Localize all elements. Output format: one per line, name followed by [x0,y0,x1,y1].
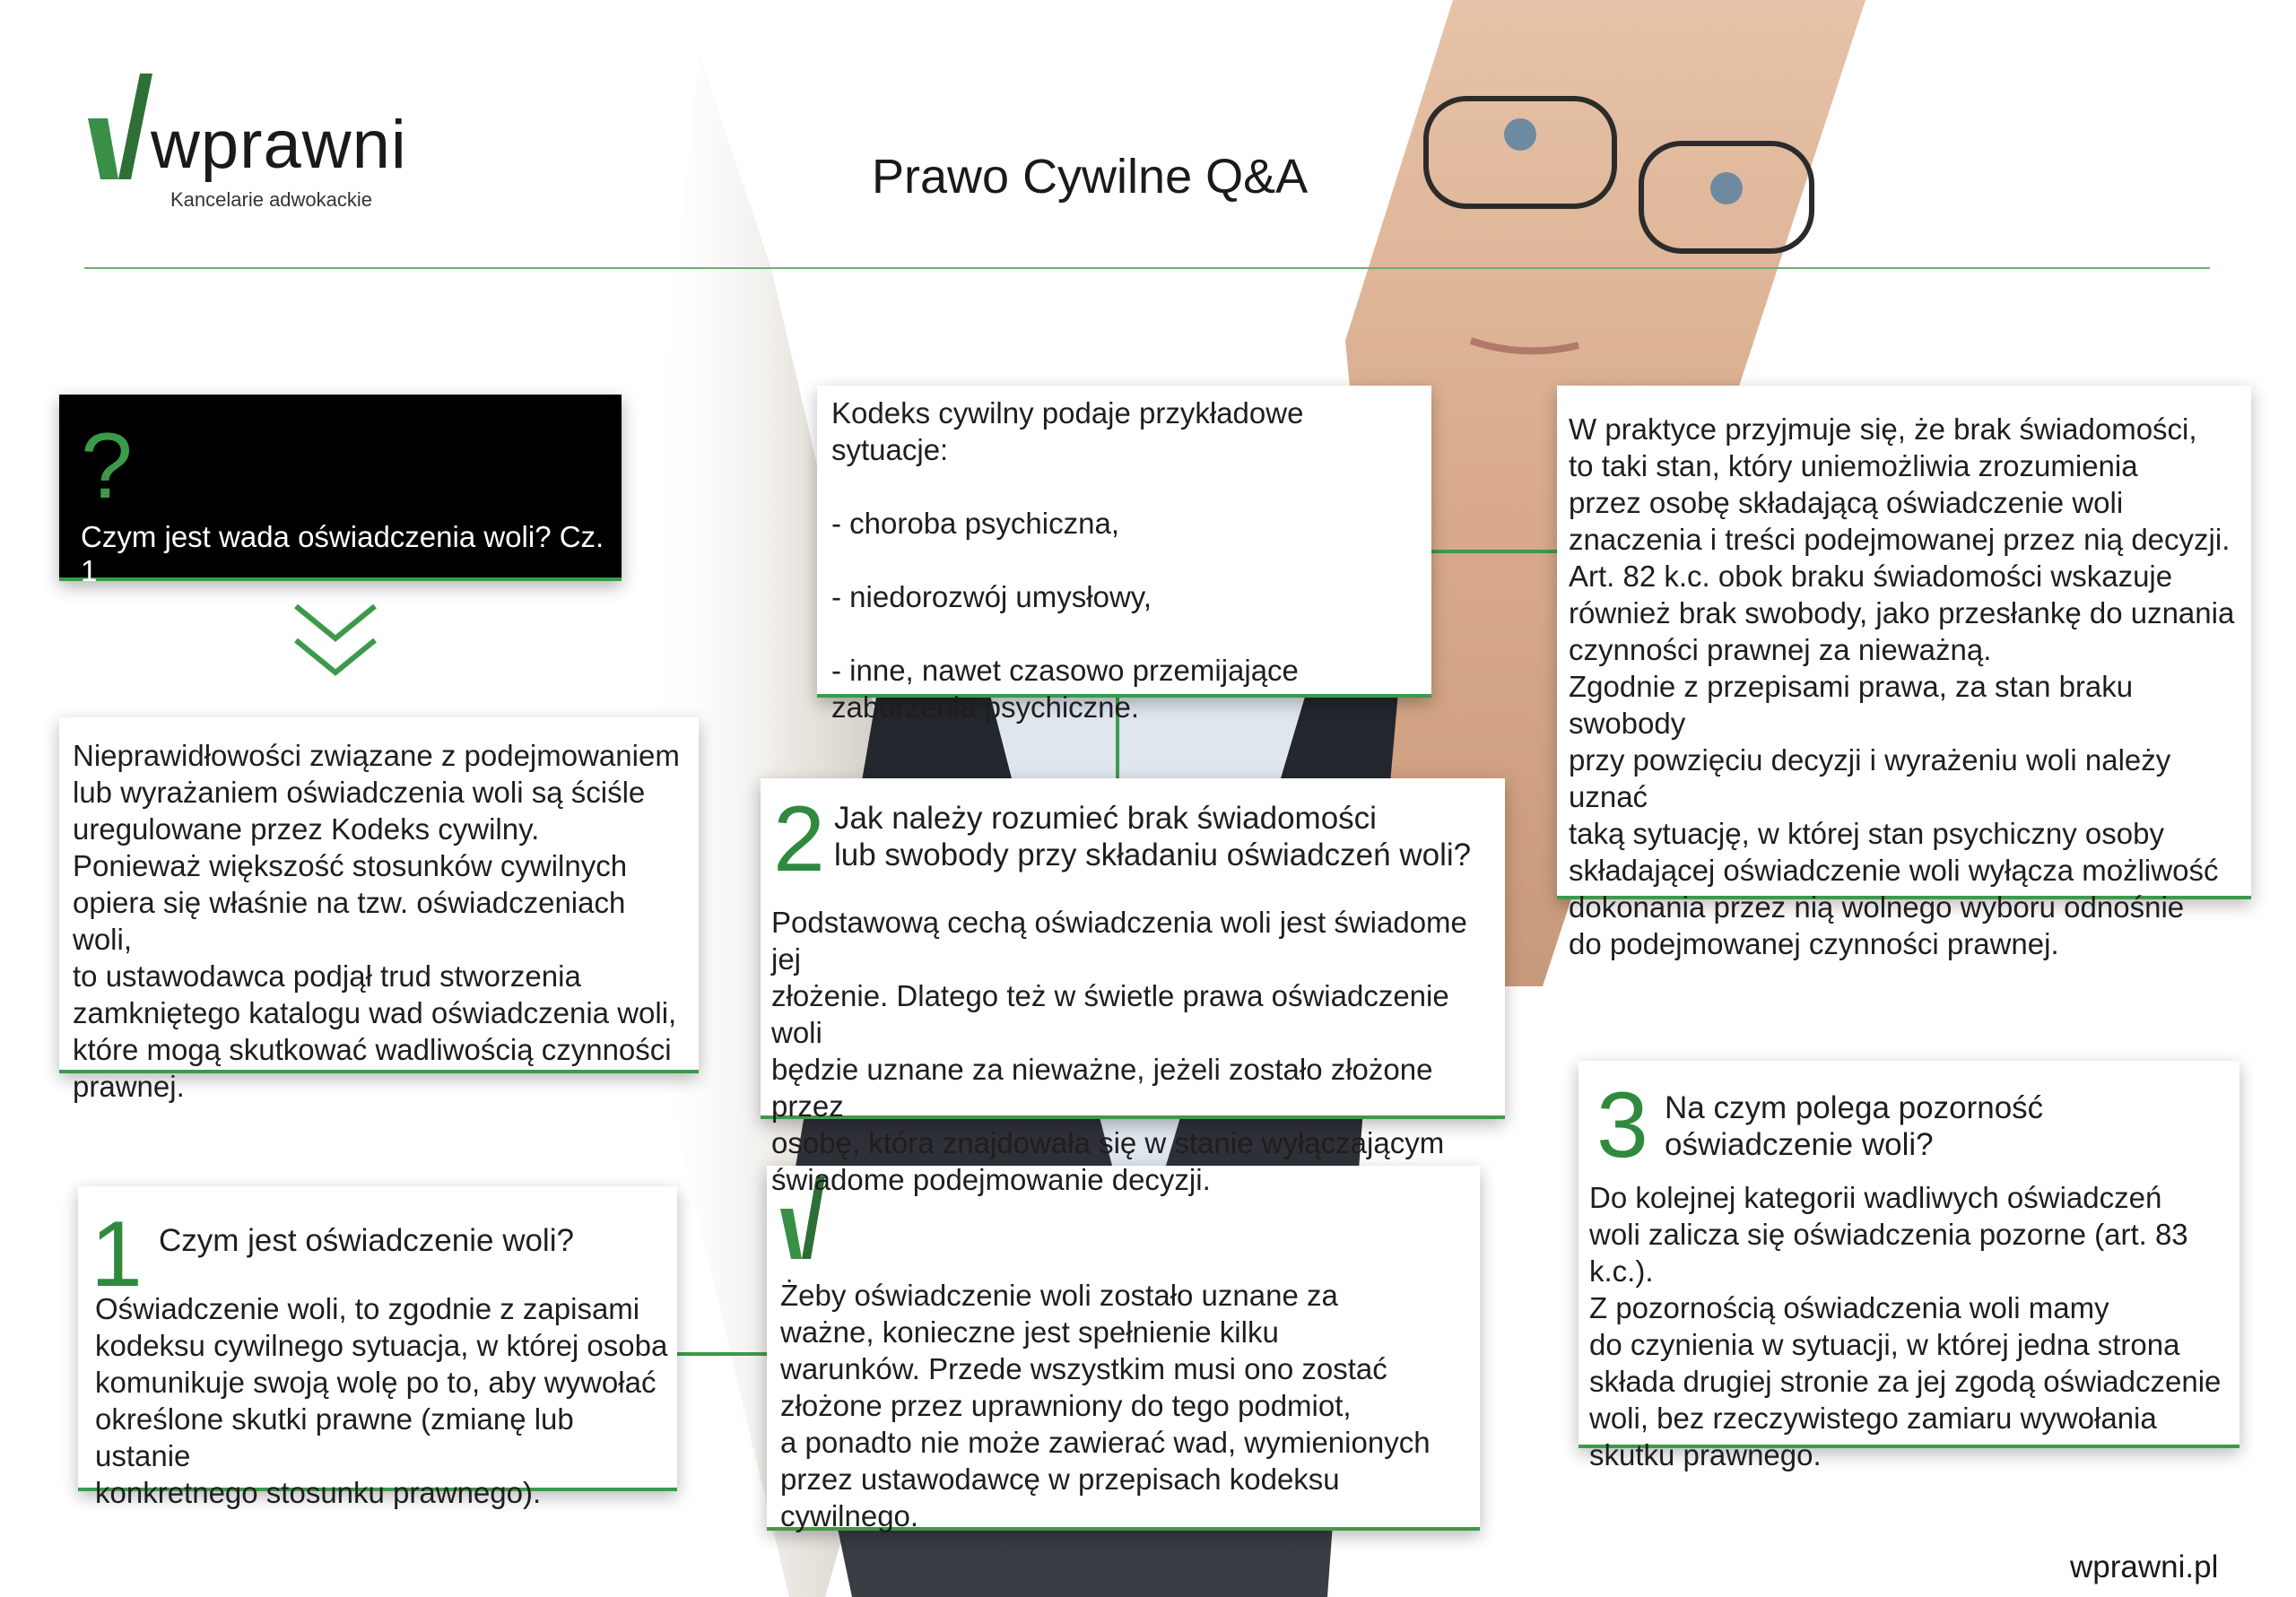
connector-line [674,1352,771,1356]
question-2-number: 2 [773,787,825,891]
page-title: Prawo Cywilne Q&A [872,150,1309,204]
practice-card [1557,386,2251,960]
question-3-number: 3 [1596,1073,1648,1177]
double-chevron-down-icon [292,603,378,681]
intro-text: Nieprawidłowości związane z podejmowaniem lub wyrażaniem oświadczenia woli są ściśle uregulowane przez Kodeks cywilny. Ponieważ większość stosunków cywilnych opiera się właśnie na tzw. oświadczeniach woli, to ustawodawca podjął trud stworzenia zamkniętego katalogu wad oświadczenia woli, które mogą skutkować wadliwością czynności prawnej. [73,739,680,1103]
validity-text: Żeby oświadczenie woli zostało uznane za ważne, konieczne jest spełnienie kilku warunków. Przede wszystkim musi ono zostać złożone przez uprawniony do tego podmiot, a ponadto nie może zawierać wad, wymienionych przez ustawodawcę w przepisach kodeksu cywilnego. [780,1279,1431,1532]
question-2-card [761,778,1505,1196]
question-2-title: Jak należy rozumieć brak świadomości lub swobody przy składaniu oświadczeń woli? [834,801,1472,872]
intro-title: Czym jest wada oświadczenia woli? Cz. 1 [81,520,604,587]
question-mark-icon: ? [81,414,133,518]
question-1-number: 1 [91,1202,143,1306]
validity-card [767,1166,1480,1531]
brand-name: wprawni [151,107,407,183]
checkmark-v-icon [88,74,152,181]
question-1-title: Czym jest oświadczenie woli? [159,1223,574,1258]
question-2-answer: Podstawową cechą oświadczenia woli jest świadome jej złożenie. Dlatego też w świetle prawa oświadczenie woli będzie uznane za nieważne, jeżeli zostało złożone przez osobę, która znajdowała się w stanie wyłączającym świadome podejmowanie decyzji. [771,906,1467,1196]
connector-line [1431,550,1557,553]
examples-card [817,386,1431,724]
header-divider [84,267,2210,269]
examples-text: Kodeks cywilny podaje przykładowe sytuacje: - choroba psychiczna, - niedorozwój umysłowy, - inne, nawet czasowo przemijające zaburzenia psychiczne. [831,396,1304,724]
intro-title-card [59,395,622,587]
brand-tagline: Kancelarie adwokackie [170,188,373,211]
question-3-answer: Do kolejnej kategorii wadliwych oświadczeń woli zalicza się oświadczenia pozorne (art. 83 k.c.). Z pozornością oświadczenia woli mamy do czynienia w sytuacji, w której jedna strona składa drugiej stronie za jej zgodą oświadczenie woli, bez rzeczywistego zamiaru wywołania skutku prawnego. [1589,1181,2222,1471]
question-1-answer: Oświadczenie woli, to zgodnie z zapisami kodeksu cywilnego sytuacja, w której osoba komunikuje swoją wolę po to, aby wywołać określone skutki prawne (zmianę lub ustanie konkretnego stosunku prawnego). [95,1292,668,1509]
question-3-title: Na czym polega pozorność oświadczenie woli? [1665,1090,2044,1162]
question-3-card [1578,1061,2239,1471]
intro-text-card [59,717,699,1103]
footer-url[interactable]: wprawni.pl [2070,1549,2219,1584]
practice-text: W praktyce przyjmuje się, że brak świadomości, to taki stan, który uniemożliwia zrozumienia przez osobę składającą oświadczenie woli znaczenia i treści podejmowanej przez nią decyzji. Art. 82 k.c. obok braku świadomości wskazuje również brak swobody, jako przesłankę do uznania czynności prawnej za nieważną. Zgodnie z przepisami prawa, za stan braku swobody przy powzięciu decyzji i wyrażeniu woli należy uznać taką sytuację, w której stan psychiczny osoby składającej oświadczenie woli wyłącza możliwość dokonania przez nią wolnego wyboru odnośnie do podejmowanej czynności prawnej. [1569,412,2235,960]
question-1-card [78,1186,677,1509]
